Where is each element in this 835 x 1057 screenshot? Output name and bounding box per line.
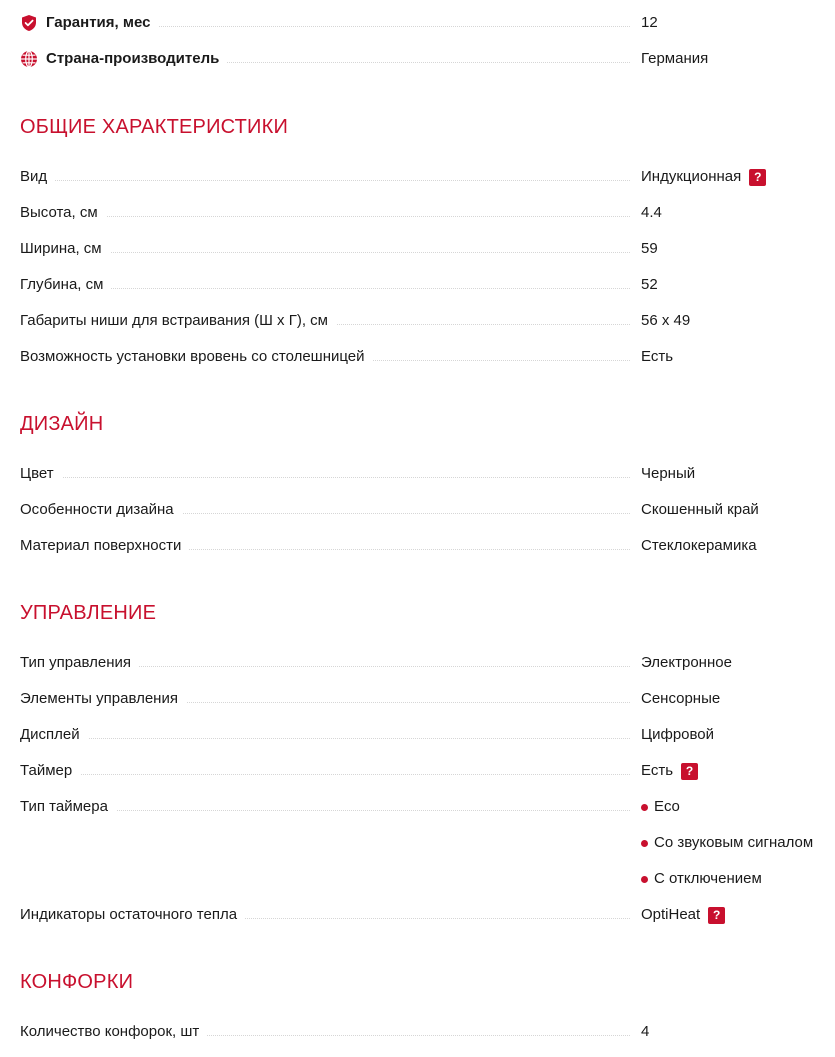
- spec-label: Особенности дизайна: [20, 498, 182, 522]
- spec-row: [20, 345, 835, 369]
- section-title-general: ОБЩИЕ ХАРАКТЕРИСТИКИ: [20, 116, 289, 138]
- dotted-leader: [20, 477, 630, 478]
- spec-row: [20, 165, 835, 189]
- spec-label: Таймер: [20, 759, 80, 783]
- spec-value: 56 х 49: [641, 312, 691, 329]
- section-title-design: ДИЗАЙН: [20, 413, 104, 435]
- spec-value: Электронное: [641, 654, 732, 671]
- list-item: [641, 831, 813, 855]
- list-item: [641, 795, 680, 819]
- spec-label: Возможность установки вровень со столешницей: [20, 345, 373, 369]
- dotted-leader: [20, 774, 630, 775]
- spec-row: [20, 498, 835, 522]
- dotted-leader: [20, 288, 630, 289]
- spec-value: Есть: [641, 762, 674, 779]
- help-icon[interactable]: ?: [749, 169, 766, 186]
- spec-label: Гарантия, мес: [46, 14, 151, 31]
- spec-label: Габариты ниши для встраивания (Ш х Г), см: [20, 309, 336, 333]
- spec-value: Есть: [641, 348, 674, 365]
- spec-row: [20, 273, 835, 297]
- spec-value: 4.4: [641, 204, 662, 221]
- spec-row-continued: [20, 831, 835, 855]
- spec-row: [20, 795, 835, 819]
- spec-value: Стеклокерамика: [641, 537, 757, 554]
- list-item: [641, 867, 762, 891]
- spec-value: OptiHeat: [641, 906, 701, 923]
- section-title-control: УПРАВЛЕНИЕ: [20, 602, 157, 624]
- spec-row: [20, 201, 835, 225]
- spec-row: [20, 462, 835, 486]
- spec-row: [20, 687, 835, 711]
- spec-value: 4: [641, 1023, 650, 1040]
- spec-value: 59: [641, 240, 658, 257]
- spec-label: Тип таймера: [20, 795, 116, 819]
- dotted-leader: [20, 180, 630, 181]
- dotted-leader: [20, 252, 630, 253]
- spec-row: [20, 1020, 835, 1044]
- spec-row: [20, 651, 835, 675]
- spec-label: Дисплей: [20, 723, 88, 747]
- spec-value: 52: [641, 276, 658, 293]
- spec-value: Германия: [641, 50, 709, 67]
- spec-value: С отключением: [654, 870, 762, 887]
- shield-check-icon: [20, 14, 38, 32]
- bullet-icon: [641, 804, 648, 811]
- spec-row: [20, 723, 835, 747]
- bullet-icon: [641, 840, 648, 847]
- spec-value: Со звуковым сигналом: [654, 834, 814, 851]
- spec-label: Глубина, см: [20, 273, 111, 297]
- spec-row-warranty: [20, 11, 835, 35]
- section-title-burners: КОНФОРКИ: [20, 971, 134, 993]
- globe-icon: [20, 50, 38, 68]
- spec-value: Черный: [641, 465, 696, 482]
- spec-label: Вид: [20, 165, 55, 189]
- spec-label: Страна-производитель: [46, 50, 220, 67]
- spec-label: Ширина, см: [20, 237, 110, 261]
- spec-value: Сенсорные: [641, 690, 721, 707]
- help-icon[interactable]: ?: [681, 763, 698, 780]
- spec-label: Высота, см: [20, 201, 106, 225]
- spec-label: Цвет: [20, 462, 62, 486]
- spec-row: [20, 903, 835, 927]
- dotted-leader: [20, 216, 630, 217]
- spec-label: Материал поверхности: [20, 534, 189, 558]
- spec-row: [20, 534, 835, 558]
- spec-value: Индукционная: [641, 168, 742, 185]
- bullet-icon: [641, 876, 648, 883]
- spec-label: Индикаторы остаточного тепла: [20, 903, 245, 927]
- help-icon[interactable]: ?: [708, 907, 725, 924]
- spec-label: Тип управления: [20, 651, 139, 675]
- spec-value: Цифровой: [641, 726, 715, 743]
- spec-value: Eco: [654, 798, 680, 815]
- spec-row-continued: [20, 867, 835, 891]
- spec-row: [20, 309, 835, 333]
- dotted-leader: [20, 738, 630, 739]
- spec-row: [20, 759, 835, 783]
- spec-value: Скошенный край: [641, 501, 759, 518]
- spec-label: Элементы управления: [20, 687, 186, 711]
- spec-value: 12: [641, 14, 658, 31]
- spec-row: [20, 237, 835, 261]
- spec-row-country: [20, 47, 835, 71]
- spec-label: Количество конфорок, шт: [20, 1020, 207, 1044]
